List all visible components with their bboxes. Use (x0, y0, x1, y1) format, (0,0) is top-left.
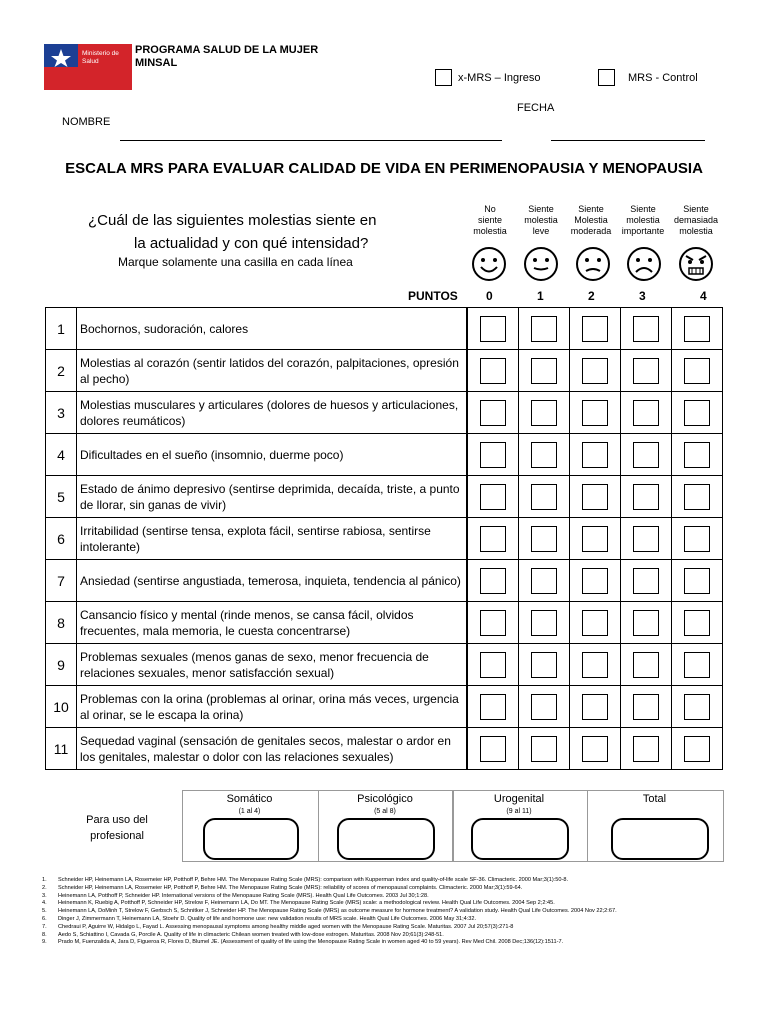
score-checkbox-0[interactable] (480, 652, 506, 678)
fecha-label: FECHA (517, 102, 555, 114)
score-checkbox-2[interactable] (582, 316, 608, 342)
table-row (46, 644, 723, 686)
score-checkbox-0[interactable] (480, 484, 506, 510)
score-cell (519, 392, 570, 434)
score-cell (672, 518, 723, 560)
score-cell (672, 602, 723, 644)
urogenital-label: Urogenital (493, 793, 545, 805)
score-checkbox-4[interactable] (684, 652, 710, 678)
item-number: 2 (46, 350, 77, 392)
item-number: 7 (46, 560, 77, 602)
score-checkbox-0[interactable] (480, 610, 506, 636)
reference-number: 9. (42, 939, 47, 946)
score-cell (621, 518, 672, 560)
item-text: Cansancio físico y mental (rinde menos, se cansa fácil, olvidos frecuentes, mala memoria, le cuesta concentrarse) (77, 602, 468, 644)
score-checkbox-2[interactable] (582, 526, 608, 552)
control-checkbox[interactable] (598, 69, 615, 86)
reference-text: Heinemann K, Ruebig A, Potthoff P, Schneider HP, Strelow F, Heinemann LA, Do MT. The Menopause Rating Scale (MRS) scale: a methodological review. Health Qual Life Outcomes. 2004 Sep 2;2:45. (58, 900, 555, 907)
reference-item (42, 877, 732, 885)
question-line1: ¿Cuál de las siguientes molestias siente en (88, 212, 377, 229)
item-number: 8 (46, 602, 77, 644)
item-number: 5 (46, 476, 77, 518)
reference-text: Chedraui P, Aguirre W, Hidalgo L, Fayad L. Assessing menopausal symptoms among healthy middle aged women with the Menopause Rating Scale. Maturitas. 2007 Jul 20;57(3):271-8 (58, 923, 514, 930)
score-checkbox-4[interactable] (684, 358, 710, 384)
score-cell (570, 434, 621, 476)
score-checkbox-2[interactable] (582, 694, 608, 720)
total-score-field[interactable] (611, 818, 709, 860)
item-text: Problemas con la orina (problemas al orinar, orina más veces, urgencia al orinar, se le escapa la orina) (77, 686, 468, 728)
score-checkbox-3[interactable] (633, 652, 659, 678)
score-checkbox-2[interactable] (582, 568, 608, 594)
score-cell (570, 392, 621, 434)
score-cell (621, 476, 672, 518)
score-checkbox-3[interactable] (633, 484, 659, 510)
table-row (46, 392, 723, 434)
score-checkbox-3[interactable] (633, 316, 659, 342)
score-checkbox-0[interactable] (480, 568, 506, 594)
score-cell (570, 686, 621, 728)
points-2: 2 (588, 289, 595, 303)
item-number: 4 (46, 434, 77, 476)
nombre-label: NOMBRE (62, 116, 111, 128)
score-checkbox-2[interactable] (582, 652, 608, 678)
score-checkbox-1[interactable] (531, 316, 557, 342)
reference-text: Dinger J, Zimmermann T, Heinemann LA, Stoehr D. Quality of life and hormone use: new validation results of MRS scale. Health Qual Life Outcomes. 2006 May 31;4:32. (58, 915, 477, 922)
score-checkbox-3[interactable] (633, 526, 659, 552)
score-checkbox-0[interactable] (480, 316, 506, 342)
score-cell (672, 686, 723, 728)
puntos-label: PUNTOS (408, 289, 458, 303)
score-cell (570, 560, 621, 602)
column-header-4: Siente demasiada molestia (673, 204, 719, 236)
score-cell (519, 602, 570, 644)
score-cell (672, 308, 723, 350)
score-cell (621, 686, 672, 728)
points-4: 4 (700, 289, 707, 303)
reference-item (42, 924, 732, 932)
score-checkbox-3[interactable] (633, 358, 659, 384)
score-cell (570, 518, 621, 560)
score-cell (570, 308, 621, 350)
score-checkbox-4[interactable] (684, 568, 710, 594)
ingreso-label: x-MRS – Ingreso (458, 72, 541, 84)
total-label: Total (642, 793, 667, 805)
points-0: 0 (486, 289, 493, 303)
score-cell (467, 644, 519, 686)
reference-text: Heinemann LA, Potthoff P, Schneider HP. International versions of the Menopause Rating Scale (MRS). Health Qual Life Outcomes. 2003 Jul 30;1:28. (58, 892, 429, 899)
score-checkbox-2[interactable] (582, 736, 608, 762)
score-cell (570, 644, 621, 686)
score-checkbox-3[interactable] (633, 400, 659, 426)
score-cell (467, 560, 519, 602)
reference-item (42, 885, 732, 893)
table-row (46, 518, 723, 560)
score-checkbox-1[interactable] (531, 484, 557, 510)
page-title: ESCALA MRS PARA EVALUAR CALIDAD DE VIDA EN PERIMENOPAUSIA Y MENOPAUSIA (65, 160, 703, 177)
reference-item (42, 932, 732, 940)
score-checkbox-4[interactable] (684, 484, 710, 510)
table-row (46, 602, 723, 644)
score-cell (519, 728, 570, 770)
item-number: 3 (46, 392, 77, 434)
score-cell (467, 728, 519, 770)
score-checkbox-1[interactable] (531, 610, 557, 636)
reference-item (42, 939, 732, 947)
score-cell (621, 728, 672, 770)
professional-label: Para uso del profesional (86, 814, 148, 842)
score-cell (467, 602, 519, 644)
question-line2: la actualidad y con qué intensidad? (134, 235, 369, 252)
reference-number: 7. (42, 923, 47, 930)
score-cell (621, 560, 672, 602)
reference-item (42, 908, 732, 916)
score-cell (467, 350, 519, 392)
score-cell (672, 434, 723, 476)
score-checkbox-2[interactable] (582, 358, 608, 384)
instruction-text: Marque solamente una casilla en cada línea (118, 255, 353, 269)
score-cell (519, 560, 570, 602)
score-cell (672, 476, 723, 518)
psicologico-label: Psicológico (357, 793, 413, 805)
reference-text: Schneider HP, Heinemann LA, Rosemeier HP, Potthoff P, Behre HM. The Menopause Rating Scale (MRS): reliability of scores of menopausal complaints. Climacteric. 2000 Mar;3(1):59-64. (58, 884, 523, 891)
score-cell (570, 350, 621, 392)
program-title: PROGRAMA SALUD DE LA MUJER (135, 44, 319, 56)
psicologico-range: (5 al 8) (374, 808, 396, 815)
item-text: Ansiedad (sentirse angustiada, temerosa, inquieta, tendencia al pánico) (77, 560, 468, 602)
score-cell (621, 308, 672, 350)
item-number: 1 (46, 308, 77, 350)
psicologico-score-field[interactable] (337, 818, 435, 860)
score-cell (467, 686, 519, 728)
somatico-label: Somático (226, 793, 273, 805)
score-checkbox-2[interactable] (582, 400, 608, 426)
item-number: 11 (46, 728, 77, 770)
angry-face-icon (678, 246, 714, 282)
item-text: Irritabilidad (sentirse tensa, explota fácil, sentirse rabiosa, sentirse intolerante) (77, 518, 468, 560)
score-checkbox-3[interactable] (633, 736, 659, 762)
reference-number: 4. (42, 900, 47, 907)
slight-smile-face-icon (523, 246, 559, 282)
reference-text: Aedo S, Schiattino I, Cavada G, Porcile A. Quality of life in climacteric Chilean women treated with low-dose estrogen. Maturitas. 2008 Nov 20;61(3):248-51. (58, 931, 444, 938)
item-text: Sequedad vaginal (sensación de genitales secos, malestar o ardor en los genitales, malestar o dolor con las relaciones sexuales) (77, 728, 468, 770)
column-header-1: Siente molestia leve (524, 204, 558, 236)
score-cell (570, 602, 621, 644)
table-row (46, 560, 723, 602)
column-header-2: Siente Molestia moderada (570, 204, 612, 236)
somatico-range: (1 al 4) (238, 808, 261, 815)
reference-item (42, 900, 732, 908)
column-header-3: Siente molestia importante (621, 204, 665, 236)
score-checkbox-2[interactable] (582, 610, 608, 636)
score-checkbox-0[interactable] (480, 694, 506, 720)
score-checkbox-0[interactable] (480, 526, 506, 552)
score-checkbox-2[interactable] (582, 484, 608, 510)
reference-text: Heinemann LA, DoMinh T, Strelow F, Gerbsch S, Schnitker J, Schneider HP. The Menopause Rating Scale (MRS) as outcome measure for hormone treatment? A validation study. Health Qual Life Outcomes. 2004 Nov 22;2:67. (58, 908, 617, 915)
reference-item (42, 893, 732, 901)
score-cell (519, 644, 570, 686)
table-row (46, 308, 723, 350)
score-cell (621, 602, 672, 644)
score-cell (467, 476, 519, 518)
score-cell (519, 308, 570, 350)
control-label: MRS - Control (628, 72, 698, 84)
ministerio-salud-logo (44, 44, 132, 90)
score-checkbox-4[interactable] (684, 316, 710, 342)
reference-number: 3. (42, 892, 47, 899)
item-text: Molestias musculares y articulares (dolores de huesos y articulaciones, dolores reumáticos) (77, 392, 468, 434)
urogenital-score-field[interactable] (471, 818, 569, 860)
reference-number: 2. (42, 884, 47, 891)
reference-number: 1. (42, 877, 47, 883)
score-checkbox-0[interactable] (480, 442, 506, 468)
score-cell (672, 644, 723, 686)
score-checkbox-4[interactable] (684, 694, 710, 720)
score-checkbox-0[interactable] (480, 736, 506, 762)
score-checkbox-1[interactable] (531, 400, 557, 426)
score-checkbox-0[interactable] (480, 400, 506, 426)
score-cell (570, 728, 621, 770)
table-row (46, 686, 723, 728)
table-row (46, 434, 723, 476)
score-checkbox-3[interactable] (633, 610, 659, 636)
score-cell (621, 644, 672, 686)
score-checkbox-3[interactable] (633, 568, 659, 594)
score-checkbox-4[interactable] (684, 400, 710, 426)
nombre-field[interactable] (120, 140, 502, 141)
references-list (42, 877, 732, 947)
score-cell (672, 392, 723, 434)
score-checkbox-1[interactable] (531, 694, 557, 720)
score-checkbox-1[interactable] (531, 358, 557, 384)
column-header-0: No siente molestia (473, 204, 507, 236)
score-cell (570, 476, 621, 518)
reference-text: Schneider HP, Heinemann LA, Rosemeier HP, Potthoff P, Behre HM. The Menopause Rating Scale (MRS): comparison with Kupperman index and quality-of-life scale SF-36. Climacteric. 2000 Mar;3(1):50-8. (58, 877, 569, 883)
score-cell (467, 308, 519, 350)
item-number: 6 (46, 518, 77, 560)
frown-face-icon (575, 246, 611, 282)
item-text: Bochornos, sudoración, calores (77, 308, 468, 350)
fecha-field[interactable] (551, 140, 705, 141)
score-checkbox-4[interactable] (684, 736, 710, 762)
reference-number: 6. (42, 915, 47, 922)
score-checkbox-3[interactable] (633, 442, 659, 468)
score-cell (467, 392, 519, 434)
somatico-score-field[interactable] (203, 818, 299, 860)
score-checkbox-3[interactable] (633, 694, 659, 720)
score-cell (672, 728, 723, 770)
score-checkbox-4[interactable] (684, 610, 710, 636)
score-checkbox-1[interactable] (531, 568, 557, 594)
symptom-table (45, 307, 723, 770)
score-cell (672, 560, 723, 602)
item-text: Problemas sexuales (menos ganas de sexo, menor frecuencia de relaciones sexuales, menor satisfacción sexual) (77, 644, 468, 686)
item-text: Estado de ánimo depresivo (sentirse deprimida, decaída, triste, a punto de llorar, sin ganas de vivir) (77, 476, 468, 518)
happy-face-icon (471, 246, 507, 282)
reference-number: 5. (42, 908, 47, 915)
item-number: 10 (46, 686, 77, 728)
score-cell (467, 434, 519, 476)
score-checkbox-1[interactable] (531, 736, 557, 762)
ingreso-checkbox[interactable] (435, 69, 452, 86)
item-text: Dificultades en el sueño (insomnio, duerme poco) (77, 434, 468, 476)
score-checkbox-4[interactable] (684, 442, 710, 468)
score-cell (519, 434, 570, 476)
urogenital-range: (9 al 11) (506, 808, 532, 815)
reference-text: Prado M, Fuenzalida A, Jara D, Figueroa R, Flores D, Blumel JE. (Assessment of quality of life using the Menopause Rating Scale in women aged 40 to 59 years). Rev Med Chil. 2008 Dec;136(12):1511-7. (58, 939, 564, 946)
score-cell (467, 518, 519, 560)
score-cell (519, 350, 570, 392)
score-cell (672, 350, 723, 392)
table-row (46, 728, 723, 770)
table-row (46, 476, 723, 518)
logo-text-line1: Ministerio de (82, 50, 119, 57)
score-cell (621, 392, 672, 434)
score-cell (519, 476, 570, 518)
program-subtitle: MINSAL (135, 57, 178, 69)
score-cell (519, 686, 570, 728)
item-text: Molestias al corazón (sentir latidos del corazón, palpitaciones, opresión al pecho) (77, 350, 468, 392)
score-checkbox-0[interactable] (480, 358, 506, 384)
logo-text-line2: Salud (82, 58, 99, 65)
points-1: 1 (537, 289, 544, 303)
reference-item (42, 916, 732, 924)
reference-number: 8. (42, 931, 47, 938)
score-cell (621, 434, 672, 476)
score-checkbox-1[interactable] (531, 652, 557, 678)
points-3: 3 (639, 289, 646, 303)
score-cell (519, 518, 570, 560)
score-checkbox-4[interactable] (684, 526, 710, 552)
score-checkbox-1[interactable] (531, 442, 557, 468)
score-cell (621, 350, 672, 392)
sad-face-icon (626, 246, 662, 282)
item-number: 9 (46, 644, 77, 686)
score-checkbox-2[interactable] (582, 442, 608, 468)
score-checkbox-1[interactable] (531, 526, 557, 552)
table-row (46, 350, 723, 392)
